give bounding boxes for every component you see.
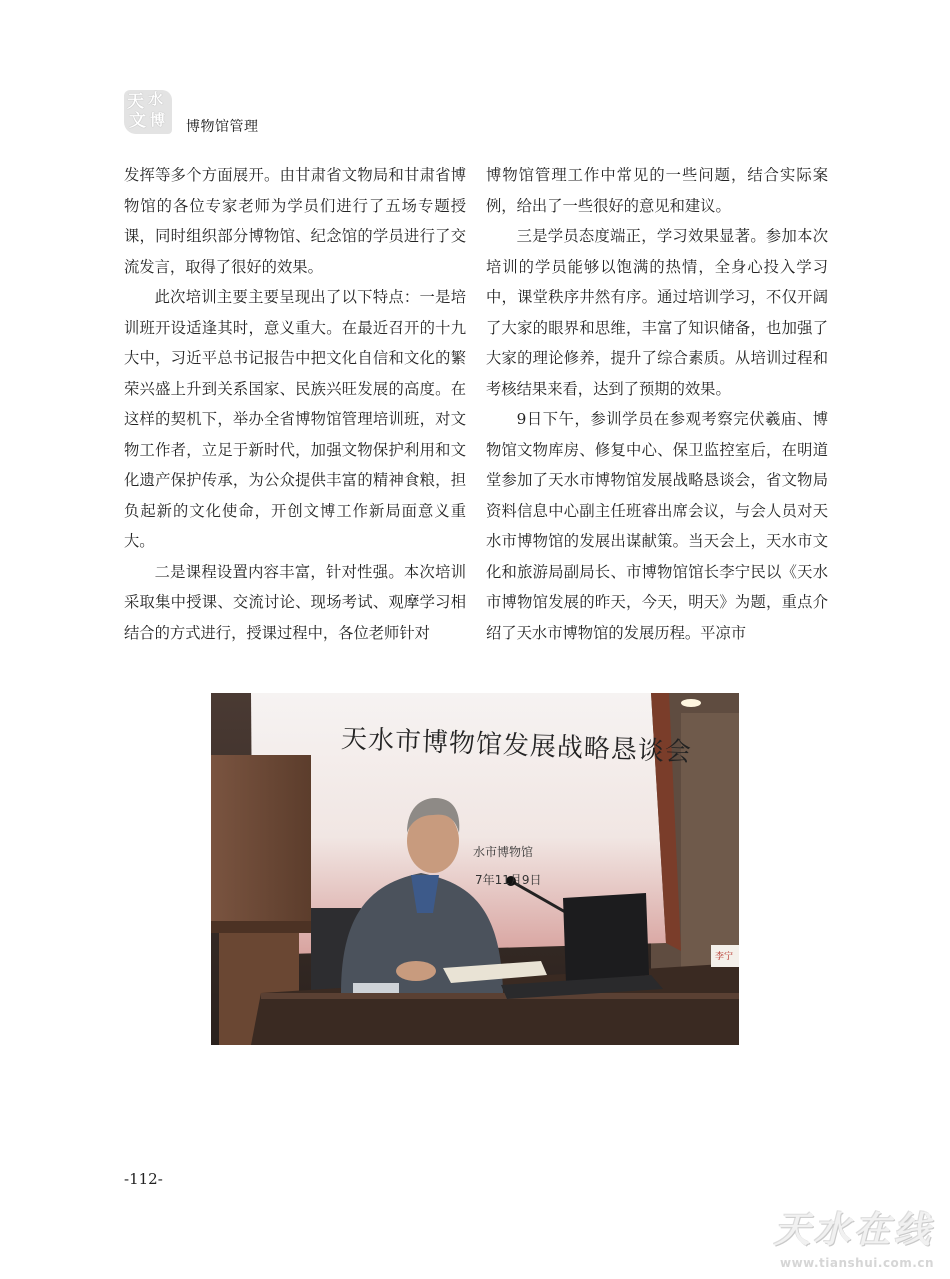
site-watermark bbox=[768, 1198, 940, 1274]
paragraph: 此次培训主要主要呈现出了以下特点：一是培训班开设适逢其时，意义重大。在最近召开的十九大中，习近平总书记报告中把文化自信和文化的繁荣兴盛上升到关系国家、民族兴旺发展的高度。在这样的契机下，举办全省博物馆管理培训班，对文物工作者，立足于新时代，加强文物保护利用和文化遗产保护传承，为公众提供丰富的精神食粮，担负起新的文化使命，开创文博工作新局面意义重大。 bbox=[124, 288, 466, 550]
page-number: -112- bbox=[124, 1170, 163, 1188]
watermark-url: www.tianshui.com.cn bbox=[780, 1256, 935, 1270]
paragraph: 三是学员态度端正，学习效果显著。参加本次培训的学员能够以饱满的热情，全身心投入学习中，课堂秩序井然有序。通过培训学习，不仅开阔了大家的眼界和思维，丰富了知识储备，也加强了大家的理论修养，提升了综合素质。从培训过程和考核结果来看，达到了预期的效果。 bbox=[486, 227, 828, 398]
text-column-right bbox=[486, 160, 828, 648]
screen-date: 7年11月9日 bbox=[475, 873, 542, 887]
screen-org: 水市博物馆 bbox=[473, 845, 534, 859]
logo-char: 文 bbox=[129, 111, 146, 131]
watermark-logo-text: 天水在线 bbox=[774, 1209, 935, 1251]
paragraph: 二是课程设置内容丰富，针对性强。本次培训采取集中授课、交流讨论、现场考试、观摩学习相结合的方式进行，授课过程中，各位老师针对 bbox=[124, 562, 466, 642]
section-title: 博物馆管理 bbox=[186, 119, 259, 135]
magazine-logo bbox=[124, 90, 172, 134]
screen-title: 天水市博物馆发展战略恳谈会 bbox=[340, 724, 693, 768]
paragraph: 博物馆管理工作中常见的一些问题，结合实际案例，给出了一些很好的意见和建议。 bbox=[486, 166, 828, 215]
logo-char: 水 bbox=[148, 90, 164, 108]
logo-char: 天 bbox=[127, 92, 144, 112]
logo-char: 博 bbox=[150, 111, 166, 129]
paragraph: 发挥等多个方面展开。由甘肃省文物局和甘肃省博物馆的各位专家老师为学员们进行了五场专题授课，同时组织部分博物馆、纪念馆的学员进行了交流发言，取得了很好的效果。 bbox=[124, 166, 466, 276]
paragraph: 9日下午，参训学员在参观考察完伏羲庙、博物馆文物库房、修复中心、保卫监控室后，在明道堂参加了天水市博物馆发展战略恳谈会，省文物局资料信息中心副主任班睿出席会议，与会人员对天水市博物馆的发展出谋献策。当天会上，天水市文化和旅游局副局长、市博物馆馆长李宁民以《天水市博物馆发展的昨天，今天，明天》为题，重点介绍了天水市博物馆的发展历程。平凉市 bbox=[486, 410, 828, 642]
nameplate: 李宁 bbox=[715, 952, 734, 962]
text-column-left bbox=[124, 160, 466, 648]
meeting-photo bbox=[211, 693, 739, 1045]
